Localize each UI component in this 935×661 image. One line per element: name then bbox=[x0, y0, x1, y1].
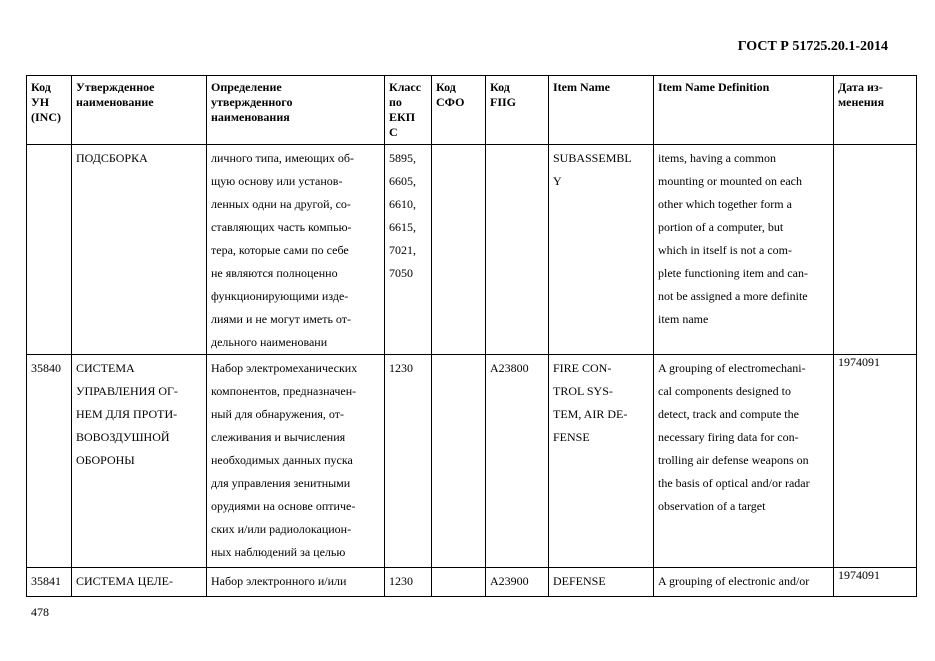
cell-date bbox=[834, 145, 917, 355]
cell-inc: 35840 bbox=[27, 355, 72, 568]
cell-item-definition: A grouping of electromechani- cal components designed to detect, track and compute the necessary firing data for con- trolling air defense weapons on the basis of optical and/or radar observation of a target bbox=[654, 355, 834, 568]
cell-definition: личного типа, имеющих об- щую основу или установ- ленных одни на другой, со- ставляющих часть компью- тера, которые сами по себе не являются полноценно функционирующими изде- лиями и не могут иметь от- дельного наименовани bbox=[207, 145, 385, 355]
cell-sfo bbox=[432, 355, 486, 568]
cell-name: СИСТЕМА УПРАВЛЕНИЯ ОГ- НЕМ ДЛЯ ПРОТИ- ВОВОЗДУШНОЙ ОБОРОНЫ bbox=[72, 355, 207, 568]
table-row bbox=[27, 145, 917, 355]
cell-definition: Набор электромеханических компонентов, предназначен- ный для обнаружения, от- слеживания и вычисления необходимых данных пуска для управления зенитными орудиями на основе оптиче- ских и/или радиолокацион- ных наблюдений за целью bbox=[207, 355, 385, 568]
cell-item-name: FIRE CON- TROL SYS- TEM, AIR DE- FENSE bbox=[549, 355, 654, 568]
cell-sfo bbox=[432, 145, 486, 355]
cell-item-definition: A grouping of electronic and/or bbox=[654, 568, 834, 597]
col-header-fiig: Код FIIG bbox=[486, 76, 549, 145]
table-row bbox=[27, 568, 917, 597]
cell-item-definition: items, having a common mounting or mounted on each other which together form a portion of a computer, but which in itself is not a com- plete functioning item and can- not be assigned a more definite item name bbox=[654, 145, 834, 355]
col-header-date: Дата из- менения bbox=[834, 76, 917, 145]
cell-name: СИСТЕМА ЦЕЛЕ- bbox=[72, 568, 207, 597]
cell-fiig bbox=[486, 145, 549, 355]
cell-item-name: DEFENSE bbox=[549, 568, 654, 597]
cell-date: 1974091 bbox=[834, 355, 917, 568]
document-code: ГОСТ Р 51725.20.1-2014 bbox=[737, 39, 888, 54]
col-header-sfo: Код СФО bbox=[432, 76, 486, 145]
page-number: 478 bbox=[31, 605, 49, 619]
cell-inc: 35841 bbox=[27, 568, 72, 597]
table-header-row bbox=[27, 76, 917, 145]
cell-date: 1974091 bbox=[834, 568, 917, 597]
cell-fiig: A23800 bbox=[486, 355, 549, 568]
cell-name: ПОДСБОРКА bbox=[72, 145, 207, 355]
cell-class: 1230 bbox=[385, 355, 432, 568]
cell-inc bbox=[27, 145, 72, 355]
cell-class: 5895, 6605, 6610, 6615, 7021, 7050 bbox=[385, 145, 432, 355]
cell-definition: Набор электронного и/или bbox=[207, 568, 385, 597]
col-header-item-definition: Item Name Definition bbox=[654, 76, 834, 145]
col-header-definition: Определение утвержденного наименования bbox=[207, 76, 385, 145]
col-header-inc: Код УН (INC) bbox=[27, 76, 72, 145]
col-header-class: Класс по ЕКП С bbox=[385, 76, 432, 145]
col-header-name: Утвержденное наименование bbox=[72, 76, 207, 145]
cell-fiig: A23900 bbox=[486, 568, 549, 597]
col-header-item-name: Item Name bbox=[549, 76, 654, 145]
cell-class: 1230 bbox=[385, 568, 432, 597]
cell-item-name: SUBASSEMBL Y bbox=[549, 145, 654, 355]
table-row bbox=[27, 355, 917, 568]
classification-table bbox=[26, 75, 917, 597]
cell-sfo bbox=[432, 568, 486, 597]
